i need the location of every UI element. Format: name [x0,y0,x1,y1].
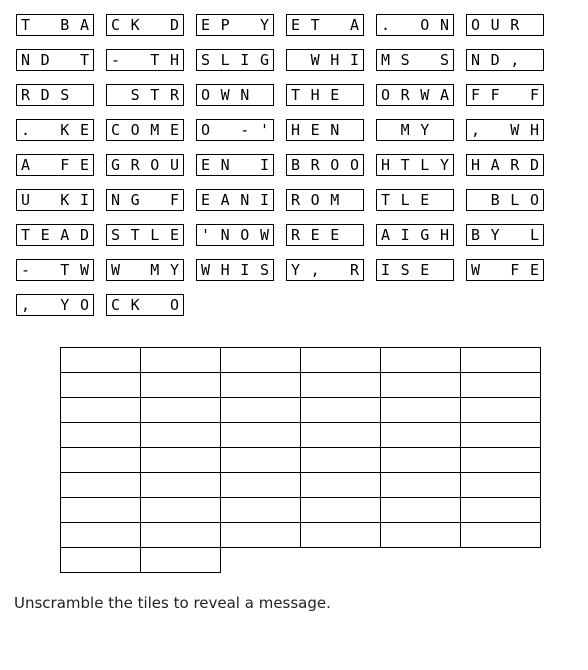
tile[interactable] [466,224,544,246]
tile[interactable] [16,259,94,281]
tile[interactable] [376,119,454,141]
answer-slot[interactable] [60,547,141,573]
tile[interactable] [106,84,184,106]
tile[interactable] [376,49,454,71]
answer-slot[interactable] [460,347,541,373]
answer-slot[interactable] [460,397,541,423]
tile-text: B R O O [290,156,359,174]
tile[interactable] [196,49,274,71]
answer-slot[interactable] [60,472,141,498]
tile[interactable] [16,224,94,246]
tile-text: O R W A [380,86,449,104]
tile[interactable] [376,154,454,176]
answer-slot[interactable] [380,447,461,473]
tile-text: N G F [110,191,179,209]
tile-text: F F F [470,86,539,104]
answer-slot[interactable] [300,447,381,473]
tile[interactable] [376,84,454,106]
answer-slot[interactable] [220,347,301,373]
tile[interactable] [106,294,184,316]
answer-slot[interactable] [460,497,541,523]
tile-text: E P Y [200,16,269,34]
tile[interactable] [376,224,454,246]
tile-text: S T L E [110,226,179,244]
tile-text: O W N [200,86,250,104]
tile-text: A I G H [380,226,449,244]
tile-text: W F E [470,261,539,279]
answer-slot[interactable] [220,522,301,548]
tile[interactable] [196,119,274,141]
tile[interactable] [466,259,544,281]
tile[interactable] [16,84,94,106]
answer-slot[interactable] [140,497,221,523]
answer-grid [60,347,542,575]
tile-text: M Y [400,121,430,139]
tile[interactable] [466,119,544,141]
tile[interactable] [286,154,364,176]
tile-text: M S S [380,51,449,69]
answer-slot[interactable] [380,472,461,498]
answer-slot[interactable] [380,397,461,423]
answer-slot[interactable] [300,472,381,498]
answer-slot[interactable] [220,472,301,498]
tile[interactable] [106,259,184,281]
tile-text: , W H [470,121,539,139]
answer-slot[interactable] [140,447,221,473]
tile-text: , Y O [20,296,89,314]
tile-text: T B A [20,16,89,34]
answer-slot[interactable] [140,397,221,423]
tile[interactable] [286,224,364,246]
tile[interactable] [106,49,184,71]
tile[interactable] [466,49,544,71]
tile-text: U K I [20,191,89,209]
tile-text: R E E [290,226,340,244]
tile-text: ' N O W [200,226,269,244]
tile-text: S L I G [200,51,269,69]
answer-slot[interactable] [60,522,141,548]
answer-slot[interactable] [220,397,301,423]
tile-text: B Y L [470,226,539,244]
tile[interactable] [196,189,274,211]
tile-text: O U R [470,16,520,34]
tile[interactable] [286,259,364,281]
tile[interactable] [286,49,364,71]
answer-slot[interactable] [300,397,381,423]
answer-slot[interactable] [300,347,381,373]
answer-slot[interactable] [140,472,221,498]
tile[interactable] [376,189,454,211]
tile-text: Y , R [290,261,359,279]
tile-text: W H I [310,51,359,69]
tile[interactable] [196,224,274,246]
tile-text: O - ' [200,121,269,139]
tile[interactable] [196,259,274,281]
tile-text: - T H [110,51,179,69]
tile[interactable] [106,189,184,211]
tile-text: W H I S [200,261,269,279]
tile-text: I S E [380,261,430,279]
instructions-text: Unscramble the tiles to reveal a message. [14,594,331,612]
tile[interactable] [466,189,544,211]
tile-text: H E N [290,121,340,139]
tile[interactable] [16,49,94,71]
tile[interactable] [16,119,94,141]
answer-slot[interactable] [140,347,221,373]
tile[interactable] [286,14,364,36]
answer-slot[interactable] [220,372,301,398]
tile[interactable] [466,154,544,176]
answer-slot[interactable] [300,422,381,448]
tile[interactable] [16,294,94,316]
answer-slot[interactable] [140,547,221,573]
answer-slot[interactable] [380,497,461,523]
answer-slot[interactable] [60,372,141,398]
answer-slot[interactable] [460,472,541,498]
tile[interactable] [466,14,544,36]
tile-text: B L O [490,191,539,209]
tile-text: H T L Y [380,156,449,174]
tile[interactable] [286,189,364,211]
answer-slot[interactable] [300,522,381,548]
tile-text: H A R D [470,156,539,174]
answer-slot[interactable] [220,497,301,523]
tile[interactable] [16,154,94,176]
tile-text: N D , [470,51,520,69]
answer-slot[interactable] [380,372,461,398]
tile[interactable] [376,259,454,281]
answer-slot[interactable] [220,447,301,473]
answer-slot[interactable] [140,372,221,398]
tile-text: E A N I [200,191,269,209]
tile-text: E T A [290,16,359,34]
tile-text: E N I [200,156,269,174]
tile-text: T E A D [20,226,89,244]
tile[interactable] [376,14,454,36]
answer-slot[interactable] [460,522,541,548]
tile[interactable] [106,14,184,36]
answer-slot[interactable] [60,422,141,448]
tile-text: - T W [20,261,89,279]
tile-text: S T R [130,86,179,104]
answer-slot[interactable] [140,522,221,548]
answer-slot[interactable] [60,397,141,423]
tile-text: C O M E [110,121,179,139]
tile-text: . K E [20,121,89,139]
tile[interactable] [16,189,94,211]
answer-slot[interactable] [300,372,381,398]
tile-text: N D T [20,51,89,69]
tile[interactable] [196,14,274,36]
tile-grid [16,14,556,324]
tile[interactable] [106,119,184,141]
answer-slot[interactable] [60,447,141,473]
tile-text: . O N [380,16,449,34]
tile[interactable] [16,14,94,36]
tile-text: R D S [20,86,70,104]
answer-slot[interactable] [60,497,141,523]
answer-slot[interactable] [460,447,541,473]
tile-text: T H E [290,86,340,104]
tile-text: C K O [110,296,179,314]
answer-slot[interactable] [140,422,221,448]
tile-text: A F E [20,156,89,174]
answer-slot[interactable] [460,422,541,448]
answer-slot[interactable] [460,372,541,398]
tile-text: W M Y [110,261,179,279]
answer-slot[interactable] [300,497,381,523]
tile-text: C K D [110,16,179,34]
tile[interactable] [286,84,364,106]
tile[interactable] [466,84,544,106]
tile-text: T L E [380,191,430,209]
answer-slot[interactable] [60,347,141,373]
answer-slot[interactable] [380,522,461,548]
answer-slot[interactable] [380,347,461,373]
tile[interactable] [106,154,184,176]
tile-text: R O M [290,191,340,209]
tile[interactable] [196,154,274,176]
answer-slot[interactable] [220,422,301,448]
tile[interactable] [196,84,274,106]
tile[interactable] [106,224,184,246]
tile-text: G R O U [110,156,179,174]
tile[interactable] [286,119,364,141]
answer-slot[interactable] [380,422,461,448]
